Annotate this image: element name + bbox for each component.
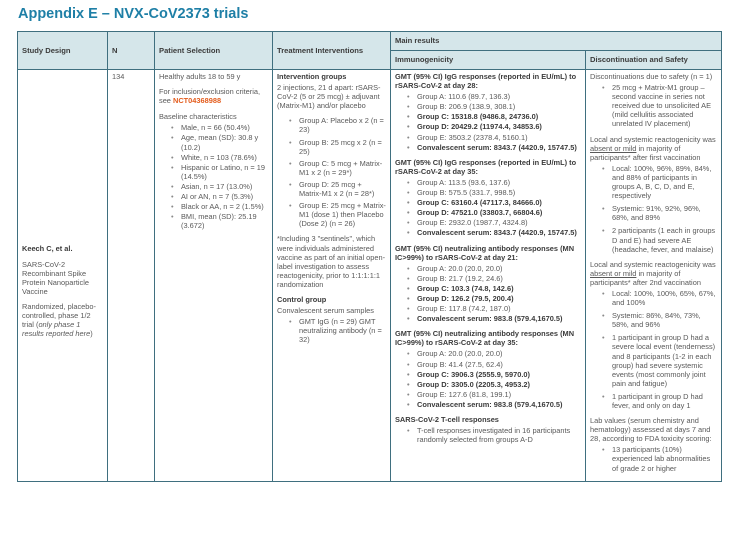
immuno-item: • Group C: 15318.8 (9486.8, 24736.0) (407, 112, 581, 121)
lab-list (590, 445, 717, 472)
disc-intro: Discontinuations due to safety (n = 1) (590, 72, 713, 81)
header-discontinuation: Discontinuation and Safety (586, 51, 722, 70)
lab-item: • 13 participants (10%) experienced lab abnormalities of grade 2 or higher (602, 445, 717, 472)
intervention-desc: 2 injections, 21 d apart: rSARS-CoV-2 (5 or 25 mcg) ± adjuvant (Matrix-M1) and/or placebo (277, 83, 381, 111)
study-design-cell (18, 70, 108, 482)
react2-text: Local and systemic reactogenicity was absent or mild in majority of participants* after 2nd vaccination (590, 259, 716, 287)
immuno-list (395, 92, 581, 152)
immunogenicity-cell (391, 70, 586, 482)
header-main-results: Main results (391, 32, 722, 51)
immuno-item: • Group D: 20429.2 (11974.4, 34853.6) (407, 122, 581, 131)
n-cell: 134 (108, 70, 155, 482)
immuno-item: • Group A: 20.0 (20.0, 20.0) (407, 349, 581, 358)
immuno-item: • Group E: 2932.0 (1987.7, 4324.8) (407, 218, 581, 227)
react1-item: • Local: 100%, 96%, 89%, 84%, and 88% of participants in groups A, B, C, D, and E, respectively (602, 164, 717, 200)
baseline-item: • Black or AA, n = 2 (1.5%) (171, 202, 268, 211)
treatment-footnote: *Including 3 "sentinels", which were individuals administered vaccine as part of an initial open-label investigation to assess reactogenicity, prior to 1:1:1:1:1 randomization (277, 234, 386, 289)
immuno-item: • Group C: 3906.3 (2555.9, 5970.0) (407, 370, 581, 379)
immuno-item: • Group B: 575.5 (331.7, 998.5) (407, 188, 581, 197)
study-design: Randomized, placebo-controlled, phase 1/2 trial (only phase 1 results reported here) (22, 301, 96, 339)
react1-list (590, 164, 717, 254)
immuno-section-heading: SARS-CoV-2 T-cell responses (395, 415, 499, 424)
immuno-item: • Group B: 41.4 (27.5, 62.4) (407, 360, 581, 369)
group-item: • Group A: Placebo x 2 (n = 23) (289, 116, 386, 134)
immuno-item: • Group D: 126.2 (79.5, 200.4) (407, 294, 581, 303)
immuno-item: • Convalescent serum: 8343.7 (4420.9, 15747.5) (407, 143, 581, 152)
table-row (18, 70, 722, 482)
react2-item: • 1 participant in group D had fever, and only on day 1 (602, 392, 717, 410)
control-item: • GMT IgG (n = 29) GMT neutralizing antibody (n = 32) (289, 317, 386, 344)
immuno-item: • Group E: 127.6 (81.8, 199.1) (407, 390, 581, 399)
lab-intro: Lab values (serum chemistry and hematology) assessed at days 7 and 28, according to FDA toxicity scoring: (590, 416, 712, 444)
header-patient-selection: Patient Selection (155, 32, 273, 70)
react1-item: • Systemic: 91%, 92%, 96%, 68%, and 89% (602, 204, 717, 222)
react2-item: • Systemic: 86%, 84%, 73%, 58%, and 96% (602, 311, 717, 329)
immuno-list (395, 349, 581, 409)
react1-text: Local and systemic reactogenicity was absent or mild in majority of participants* after first vaccination (590, 134, 716, 162)
control-desc: Convalescent serum samples (277, 306, 374, 316)
immuno-item: • Group D: 3305.0 (2205.3, 4953.2) (407, 380, 581, 389)
react2-item: • 1 participant in group D had a severe local event (tenderness) and 8 participants (1-2 in each group) had severe systemic events (most commonly joint pain and fatigue) (602, 333, 717, 388)
baseline-item: • AI or AN, n = 7 (5.3%) (171, 192, 268, 201)
nct-link[interactable]: NCT04368988 (172, 96, 222, 106)
immuno-section-heading: GMT (95% CI) IgG responses (reported in EU/mL) to rSARS-CoV-2 at day 28: (395, 72, 577, 91)
patient-intro: Healthy adults 18 to 59 y (159, 72, 241, 81)
header-immunogenicity: Immunogenicity (391, 51, 586, 70)
control-list (277, 317, 386, 344)
immuno-section-heading: GMT (95% CI) neutralizing antibody responses (MN IC>99%) to rSARS-CoV-2 at day 35: (395, 329, 575, 348)
baseline-item: • Hispanic or Latino, n = 19 (14.5%) (171, 163, 268, 181)
patient-selection-cell (155, 70, 273, 482)
react1-item: • 2 participants (1 each in groups D and E) had severe AE (headache, fever, and malaise) (602, 226, 717, 253)
disc-item: • 25 mcg + Matrix-M1 group – second vaccine in series not received due to unsolicited AE (mild cellulitis associated unrelated IV placement) (602, 83, 717, 128)
groups-list (277, 116, 386, 228)
baseline-item: • BMI, mean (SD): 25.19 (3.672) (171, 212, 268, 230)
group-item: • Group B: 25 mcg x 2 (n = 25) (289, 138, 386, 156)
immuno-item: • Group C: 103.3 (74.8, 142.6) (407, 284, 581, 293)
immuno-list (395, 178, 581, 238)
immuno-item: • Group D: 47521.0 (33803.7, 66804.6) (407, 208, 581, 217)
immuno-section-heading: GMT (95% CI) neutralizing antibody responses (MN IC>99%) to rSARS-CoV-2 at day 21: (395, 243, 575, 262)
immuno-item: • Convalescent serum: 8343.7 (4420.9, 15747.5) (407, 228, 581, 237)
control-title: Control group (277, 294, 327, 304)
group-item: • Group D: 25 mcg + Matrix-M1 x 2 (n = 28*) (289, 180, 386, 198)
header-n: N (108, 32, 155, 70)
immuno-item: • Group A: 20.0 (20.0, 20.0) (407, 264, 581, 273)
immuno-list (395, 264, 581, 324)
immuno-item: • Convalescent serum: 983.8 (579.4,1670.5) (407, 400, 581, 409)
immuno-item: • Group A: 110.6 (89.7, 136.3) (407, 92, 581, 101)
immuno-item: • Convalescent serum: 983.8 (579.4,1670.5) (407, 314, 581, 323)
react2-item: • Local: 100%, 100%, 65%, 67%, and 100% (602, 289, 717, 307)
treatment-cell (273, 70, 391, 482)
baseline-title: Baseline characteristics (159, 112, 237, 122)
immuno-list (395, 426, 581, 444)
immuno-item: • Group B: 21.7 (19.2, 24.6) (407, 274, 581, 283)
study-vaccine: SARS-CoV-2 Recombinant Spike Protein Nanoparticle Vaccine (22, 259, 89, 296)
header-treatment: Treatment Interventions (273, 32, 391, 70)
patient-criteria: For inclusion/exclusion criteria, see NCT04368988 (159, 87, 261, 106)
baseline-item: • Age, mean (SD): 30.8 y (10.2) (171, 133, 268, 151)
immuno-item: • T-cell responses investigated in 16 participants randomly selected from groups A-D (407, 426, 581, 444)
baseline-item: • White, n = 103 (78.6%) (171, 153, 268, 162)
immuno-section-heading: GMT (95% CI) IgG responses (reported in EU/mL) to rSARS-CoV-2 at day 35: (395, 157, 577, 176)
immuno-item: • Group A: 113.5 (93.6, 137.6) (407, 178, 581, 187)
group-item: • Group E: 25 mcg + Matrix-M1 (dose 1) then Placebo (Dose 2) (n = 26) (289, 201, 386, 228)
intervention-title: Intervention groups (277, 72, 347, 81)
immuno-item: • Group E: 3503.2 (2378.4, 5160.1) (407, 133, 581, 142)
immuno-item: • Group E: 117.8 (74.2, 187.0) (407, 304, 581, 313)
page-title: Appendix E – NVX-CoV2373 trials (18, 6, 249, 22)
immuno-item: • Group B: 206.9 (138.9, 308.1) (407, 102, 581, 111)
safety-cell (586, 70, 722, 482)
header-study-design: Study Design (18, 32, 108, 70)
baseline-list (159, 123, 268, 230)
group-item: • Group C: 5 mcg + Matrix-M1 x 2 (n = 29*) (289, 159, 386, 177)
trials-table (17, 31, 722, 482)
study-author: Keech C, et al. (22, 244, 73, 254)
baseline-item: • Male, n = 66 (50.4%) (171, 123, 268, 132)
baseline-item: • Asian, n = 17 (13.0%) (171, 182, 268, 191)
immuno-item: • Group C: 63160.4 (47117.3, 84666.0) (407, 198, 581, 207)
react2-list (590, 289, 717, 410)
disc-list (590, 83, 717, 128)
